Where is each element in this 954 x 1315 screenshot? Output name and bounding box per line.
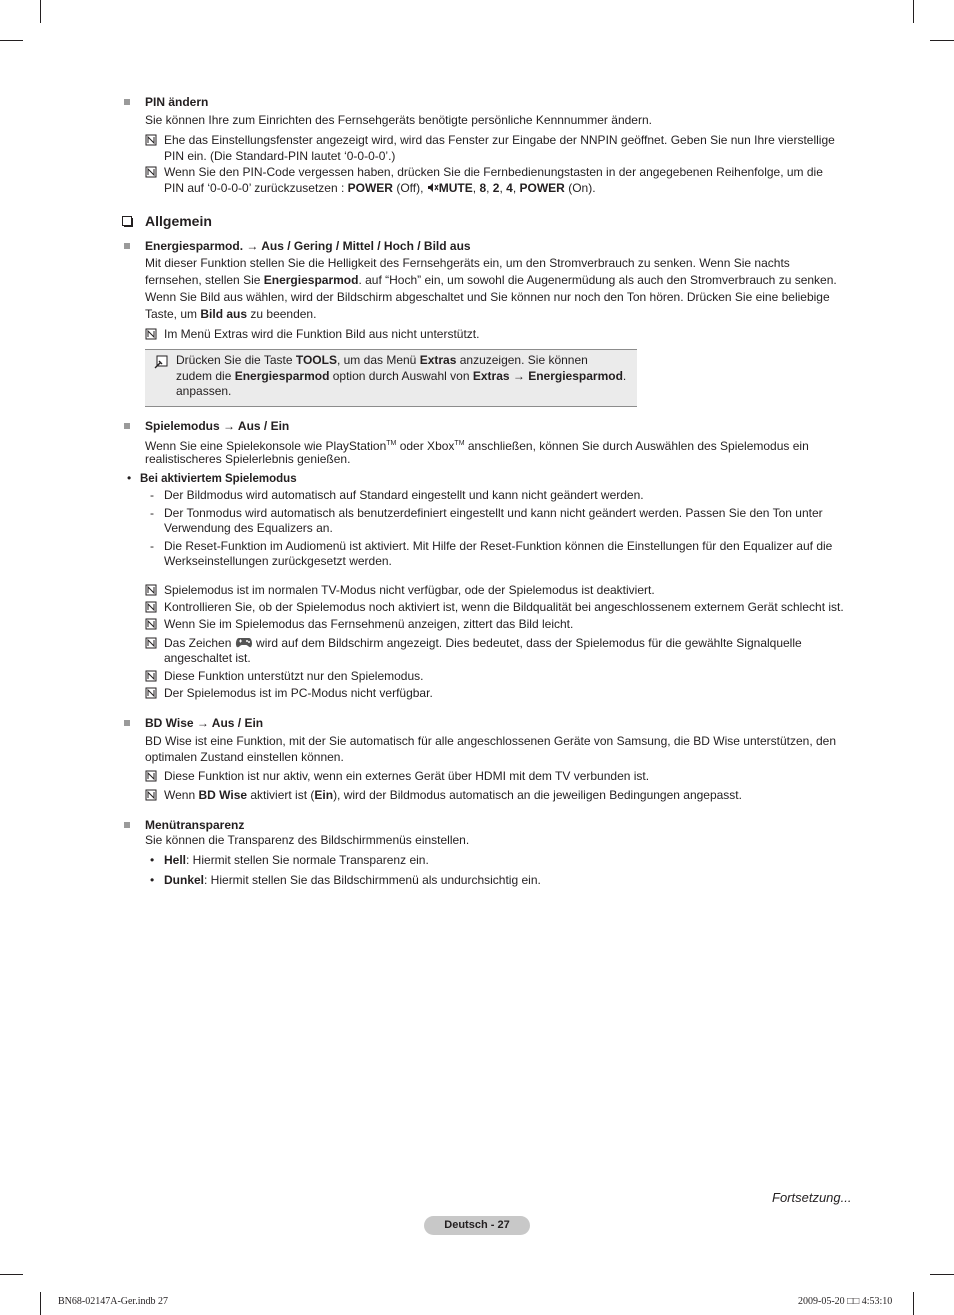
term: Energiesparmod — [528, 369, 623, 383]
game-heading: Spielemodus → Aus / Ein — [145, 419, 290, 433]
text: (Off), — [392, 181, 427, 195]
text: , um das Menü — [336, 353, 420, 367]
menu-heading: Menütransparenz — [145, 818, 245, 832]
key-tools: TOOLS — [295, 353, 337, 367]
energy-line-1: Mit dieser Funktion stellen Sie die Helligkeit des Fernsehgeräts ein, um den Stromverbrauch zu senken. Wenn Sie nachts — [145, 256, 790, 270]
tip-line-2 — [176, 368, 626, 384]
text: fernsehen, stellen Sie — [145, 273, 264, 287]
text: (On). — [564, 181, 596, 195]
bullet-square — [124, 720, 130, 726]
key-power-on: POWER — [519, 181, 565, 195]
text: oder Xbox — [396, 439, 455, 453]
pin-body: Sie können Ihre zum Einrichten des Fernsehgeräts benötigte persönliche Kennnummer ändern. — [145, 113, 652, 127]
note-icon — [145, 687, 157, 699]
text: : Hiermit stellen Sie das Bildschirmmenü als undurchsichtig ein. — [204, 873, 541, 887]
note-icon — [145, 637, 157, 649]
energy-heading: Energiesparmod. → Aus / Gering / Mittel / Hoch / Bild aus — [145, 239, 471, 253]
menu-bullet-2 — [164, 872, 541, 888]
bdwise-line-1: BD Wise ist eine Funktion, mit der Sie automatisch für alle angeschlossenen Geräte von Samsung, die BD Wise unterstützen, den — [145, 734, 837, 748]
pin-note-1-line-1: Ehe das Einstellungsfenster angezeigt wird, wird das Fenster zur Eingabe der NNPIN geöffnet. Geben Sie nun Ihre vierstellige — [164, 133, 835, 147]
term: Hell — [164, 853, 187, 867]
key-power: POWER — [347, 181, 393, 195]
game-line-2: realistischeres Spielerlebnis genießen. — [145, 452, 351, 466]
term: Extras — [472, 369, 510, 383]
game-dash-2-line-1: Der Tonmodus wird automatisch als benutzerdefiniert eingestellt und kann nicht geändert werden. Passen Sie den Ton unter — [164, 506, 823, 520]
menu-body: Sie können die Transparenz des Bildschirmmenüs einstellen. — [145, 833, 470, 847]
energy-line-4 — [145, 306, 316, 322]
tip-line-3: anpassen. — [176, 384, 232, 398]
game-note-2: Kontrollieren Sie, ob der Spielemodus noch aktiviert ist, wenn die Bildqualität bei angeschlossenem externem Gerät schlecht ist. — [164, 600, 844, 614]
pin-note-1-line-2: PIN ein. (Die Standard-PIN lautet ‘0-0-0-0’.) — [164, 149, 396, 163]
bullet-square — [124, 822, 130, 828]
game-note-4-line-2: angeschaltet ist. — [164, 651, 251, 665]
game-note-5: Diese Funktion unterstützt nur den Spielemodus. — [164, 669, 424, 683]
crop-mark — [930, 1274, 954, 1275]
key-mute: MUTE — [438, 181, 473, 195]
bdwise-heading: BD Wise → Aus / Ein — [145, 716, 264, 730]
crop-mark — [0, 40, 23, 41]
term: Dunkel — [164, 873, 205, 887]
term: Ein — [314, 788, 334, 802]
page-number: Deutsch - 27 — [444, 1219, 510, 1231]
note-icon — [145, 789, 157, 801]
note-icon — [145, 618, 157, 630]
note-icon — [145, 670, 157, 682]
tools-icon — [154, 355, 168, 369]
crop-mark — [913, 1292, 914, 1315]
crop-mark — [40, 1292, 41, 1315]
mute-icon — [427, 182, 439, 193]
menu-bullet-1 — [164, 852, 429, 868]
print-file-info: BN68-02147A-Ger.indb 27 — [58, 1296, 168, 1307]
text: wird auf dem Bildschirm angezeigt. Dies bedeutet, dass der Spielemodus für die gewählte Signalquelle — [252, 636, 802, 650]
pin-heading: PIN ändern — [145, 95, 209, 109]
pin-note-2-line-1: Wenn Sie den PIN-Code vergessen haben, drücken Sie die Fernbedienungstasten in der angegebenen Reihenfolge, um die — [164, 165, 823, 179]
note-icon — [145, 584, 157, 596]
term: Extras — [419, 353, 457, 367]
game-dash-3-line-1: Die Reset-Funktion im Audiomenü ist aktiviert. Mit Hilfe der Reset-Funktion können die Einstellungen für den Equalizer auf die — [164, 539, 833, 553]
text: anzuzeigen. Sie können — [456, 353, 588, 367]
text: PIN auf ‘0-0-0-0’ zurückzusetzen : — [164, 181, 348, 195]
term: BD Wise — [198, 788, 248, 802]
key-2: 2 — [492, 181, 500, 195]
text: ), wird der Bildmodus automatisch an die jeweiligen Bedingungen angepasst. — [333, 788, 742, 802]
text: . auf “Hoch” ein, um sowohl die Augenermüdung als auch den Stromverbrauch zu senken. — [358, 273, 837, 287]
bdwise-note-2 — [164, 787, 742, 803]
game-note-1: Spielemodus ist im normalen TV-Modus nicht verfügbar, ode der Spielemodus ist deaktiviert. — [164, 583, 655, 597]
game-controller-icon — [235, 636, 253, 649]
text: . — [622, 369, 627, 383]
text: anschließen, können Sie durch Auswählen des Spielemodus ein — [464, 439, 809, 453]
text: Drücken Sie die Taste — [176, 353, 296, 367]
text: , — [472, 181, 480, 195]
game-note-4-line-1 — [164, 635, 802, 651]
term: Energiesparmod — [234, 369, 330, 383]
note-icon — [145, 166, 157, 178]
text: Wenn Sie eine Spielekonsole wie PlayStation — [145, 439, 387, 453]
term: Bild aus — [200, 307, 248, 321]
bdwise-note-1: Diese Funktion ist nur aktiv, wenn ein externes Gerät über HDMI mit dem TV verbunden ist. — [164, 769, 650, 783]
energy-line-2 — [145, 272, 837, 288]
bdwise-line-2: optimalen Zustand einstellen können. — [145, 750, 344, 764]
note-icon — [145, 134, 157, 146]
note-icon — [145, 601, 157, 613]
crop-mark — [930, 40, 954, 41]
trademark: TM — [386, 440, 397, 447]
bullet-dot: • — [150, 853, 155, 867]
dash: - — [150, 488, 154, 502]
continued-label: Fortsetzung... — [772, 1190, 852, 1205]
game-dash-1: Der Bildmodus wird automatisch auf Standard eingestellt und kann nicht geändert werden. — [164, 488, 644, 502]
dash: - — [150, 506, 154, 520]
energy-line-3: Wenn Sie Bild aus wählen, wird der Bildschirm abgeschaltet und Sie können nur noch den Ton hören. Drücken Sie eine beliebige — [145, 290, 830, 304]
bullet-square — [124, 423, 130, 429]
text: zudem die — [176, 369, 235, 383]
crop-mark — [0, 1274, 23, 1275]
note-icon — [145, 770, 157, 782]
term: Energiesparmod — [263, 273, 359, 287]
text: , — [486, 181, 493, 195]
text: , — [499, 181, 507, 195]
bullet-dot: • — [127, 471, 132, 485]
text: → — [509, 369, 529, 383]
text: , — [512, 181, 520, 195]
key-4: 4 — [506, 181, 513, 195]
text: aktiviert ist ( — [247, 788, 315, 802]
text: Das Zeichen — [164, 636, 235, 650]
game-dash-3-line-2: Werkseinstellungen zurückgesetzt werden. — [164, 554, 392, 568]
crop-mark — [913, 0, 914, 23]
key-8: 8 — [479, 181, 487, 195]
note-icon — [145, 328, 157, 340]
tip-line-1 — [176, 352, 588, 368]
bullet-dot: • — [150, 873, 155, 887]
pin-note-2-line-2 — [164, 180, 596, 196]
game-subheading: Bei aktiviertem Spielemodus — [140, 473, 297, 485]
crop-mark — [40, 0, 41, 23]
game-dash-2-line-2: Verwendung des Equalizers an. — [164, 521, 333, 535]
dash: - — [150, 539, 154, 553]
text: zu beenden. — [247, 307, 317, 321]
game-note-3: Wenn Sie im Spielemodus das Fernsehmenü anzeigen, zittert das Bild leicht. — [164, 617, 574, 631]
energy-note: Im Menü Extras wird die Funktion Bild aus nicht unterstützt. — [164, 327, 480, 341]
checkbox-icon — [122, 216, 133, 227]
trademark: TM — [454, 440, 465, 447]
text: Taste, um — [145, 307, 201, 321]
text: Wenn — [164, 788, 199, 802]
section-heading-allgemein: Allgemein — [145, 213, 212, 229]
text: option durch Auswahl von — [329, 369, 473, 383]
print-date-info: 2009-05-20 □□ 4:53:10 — [798, 1296, 893, 1307]
bullet-square — [124, 99, 130, 105]
text: : Hiermit stellen Sie normale Transparenz ein. — [186, 853, 429, 867]
bullet-square — [124, 243, 130, 249]
game-note-6: Der Spielemodus ist im PC-Modus nicht verfügbar. — [164, 686, 433, 700]
